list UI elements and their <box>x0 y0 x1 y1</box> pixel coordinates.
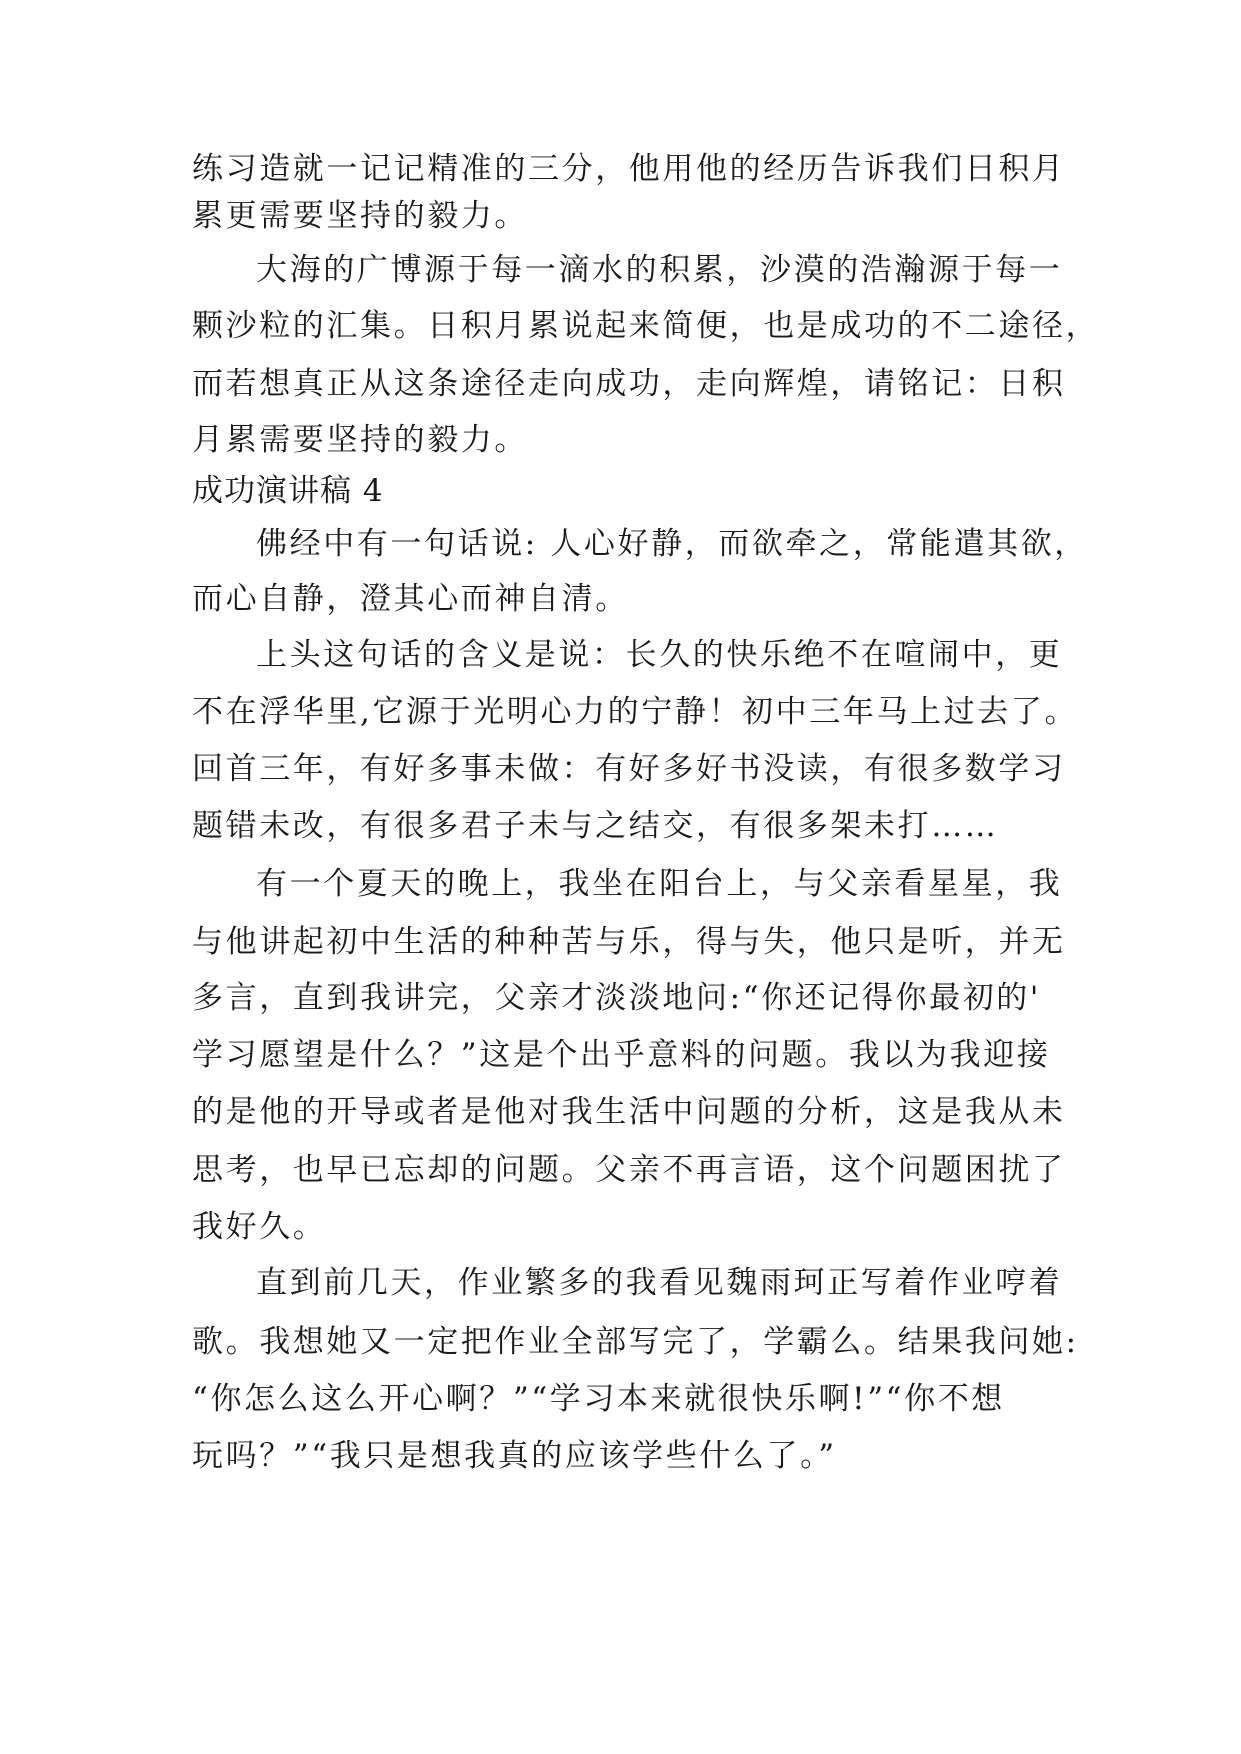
paragraph-start-line: 上头这句话的含义是说：长久的快乐绝不在喧闹中，更 <box>256 637 1063 673</box>
text-line: 而心自静，澄其心而神自清。 <box>192 581 629 617</box>
paragraph-start-line: 直到前几天，作业繁多的我看见魏雨珂正写着作业哼着 <box>256 1265 1063 1301</box>
text-line: 我好久。 <box>192 1209 327 1245</box>
text-line: “你怎么这么开心啊？”“学习本来就很快乐啊!”“你不想 <box>192 1381 1005 1417</box>
text-line: 玩吗？”“我只是想我真的应该学些什么了。” <box>192 1438 837 1474</box>
text-line: 回首三年，有好多事未做：有好多好书没读，有很多数学习 <box>192 751 1066 787</box>
paragraph-start-line: 大海的广博源于每一滴水的积累，沙漠的浩瀚源于每一 <box>256 252 1063 288</box>
text-line: 而若想真正从这条途径走向成功，走向辉煌，请铭记：日积 <box>192 366 1066 402</box>
text-line: 与他讲起初中生活的种种苦与乐，得与失，他只是听，并无 <box>192 924 1066 960</box>
text-line: 多言，直到我讲完，父亲才淡淡地问:“你还记得你最初的' <box>192 980 1042 1016</box>
section-heading: 成功演讲稿 4 <box>192 473 384 509</box>
text-line: 不在浮华里,它源于光明心力的宁静！初中三年马上过去了。 <box>192 694 1079 730</box>
text-line: 颗沙粒的汇集。日积月累说起来简便，也是成功的不二途径， <box>192 308 1100 344</box>
text-line: 的是他的开导或者是他对我生活中问题的分析，这是我从未 <box>192 1094 1066 1130</box>
text-line: 累更需要坚持的毅力。 <box>192 198 528 234</box>
text-line: 思考，也早已忘却的问题。父亲不再言语，这个问题困扰了 <box>192 1152 1066 1188</box>
text-line: 练习造就一记记精准的三分，他用他的经历告诉我们日积月 <box>192 151 1066 187</box>
text-line: 学习愿望是什么？”这是个出乎意料的问题。我以为我迎接 <box>192 1037 1051 1073</box>
paragraph-start-line: 佛经中有一句话说: 人心好静，而欲牵之，常能遣其欲， <box>256 526 1088 562</box>
text-line: 月累需要坚持的毅力。 <box>192 422 528 458</box>
paragraph-start-line: 有一个夏天的晚上，我坐在阳台上，与父亲看星星，我 <box>256 866 1063 902</box>
text-line: 题错未改，有很多君子未与之结交，有很多架未打…… <box>192 808 999 844</box>
text-line: 歌。我想她又一定把作业全部写完了，学霸么。结果我问她: <box>192 1324 1079 1360</box>
